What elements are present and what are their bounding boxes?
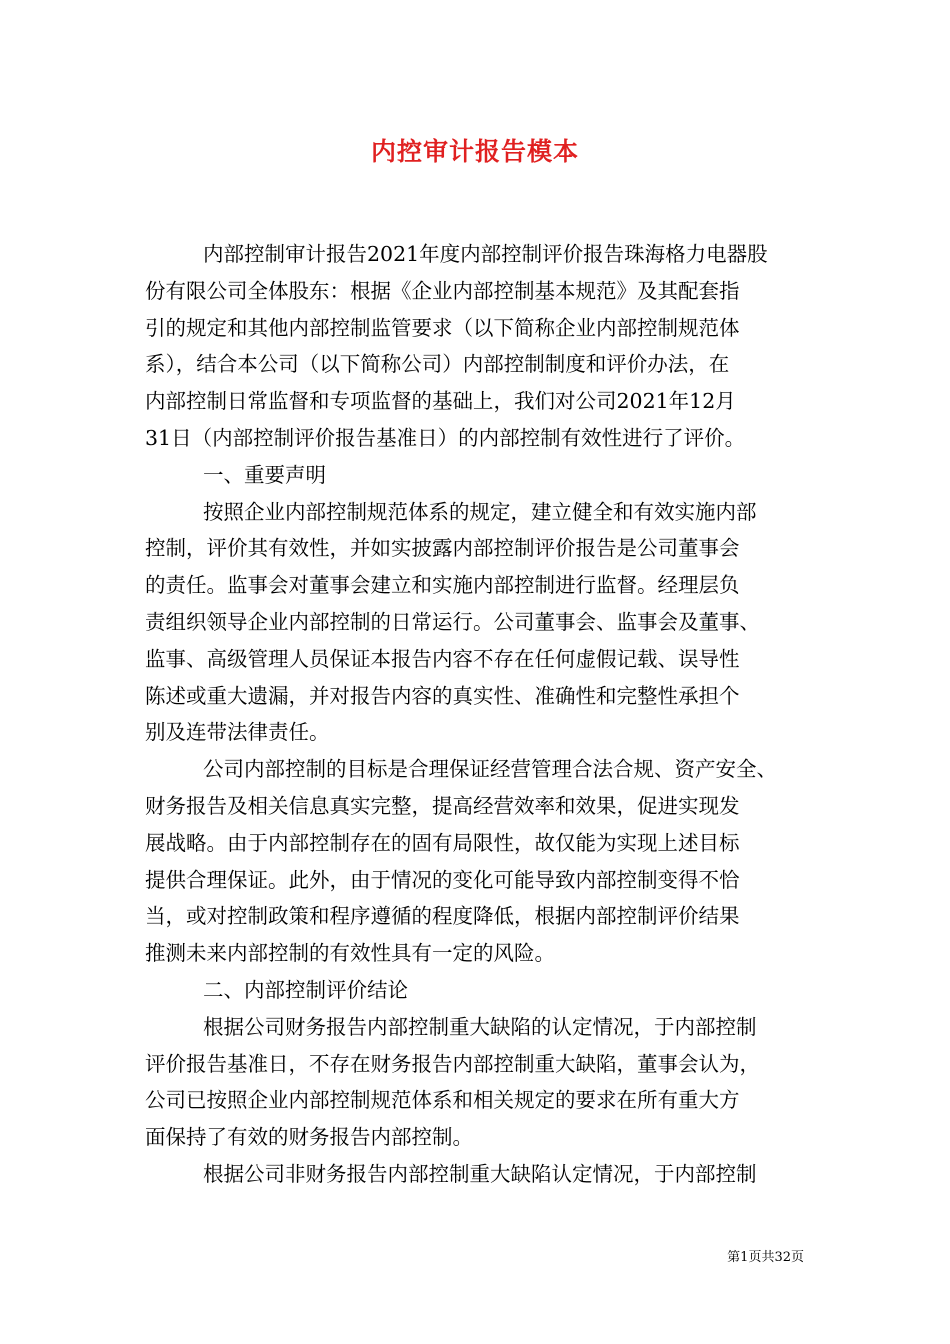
body-line: 根据公司财务报告内部控制重大缺陷的认定情况，于内部控制 xyxy=(203,1014,757,1039)
page-number: 第1页共32页 xyxy=(727,1250,804,1265)
body-line: 别及连带法律责任。 xyxy=(145,720,330,745)
body-line: 面保持了有效的财务报告内部控制。 xyxy=(145,1125,473,1150)
section-heading: 一、重要声明 xyxy=(203,462,326,487)
body-line: 份有限公司全体股东：根据《企业内部控制基本规范》及其配套指 xyxy=(145,278,740,303)
body-line: 陈述或重大遗漏，并对报告内容的真实性、准确性和完整性承担个 xyxy=(145,683,740,708)
body-line: 系），结合本公司（以下简称公司）内部控制制度和评价办法，在 xyxy=(145,352,730,377)
body-line: 财务报告及相关信息真实完整，提高经营效率和效果，促进实现发 xyxy=(145,793,740,818)
body-line: 提供合理保证。此外，由于情况的变化可能导致内部控制变得不恰 xyxy=(145,867,740,892)
body-line: 评价报告基准日，不存在财务报告内部控制重大缺陷，董事会认为， xyxy=(145,1051,760,1076)
body-line: 当，或对控制政策和程序遵循的程度降低，根据内部控制评价结果 xyxy=(145,904,740,929)
body-line: 公司已按照企业内部控制规范体系和相关规定的要求在所有重大方 xyxy=(145,1088,740,1113)
body-line: 内部控制审计报告2021年度内部控制评价报告珠海格力电器股 xyxy=(203,242,768,266)
body-line: 控制，评价其有效性，并如实披露内部控制评价报告是公司董事会 xyxy=(145,536,740,561)
document-body xyxy=(145,236,810,1193)
body-line: 展战略。由于内部控制存在的固有局限性，故仅能为实现上述目标 xyxy=(145,830,740,855)
body-line: 内部控制日常监督和专项监督的基础上，我们对公司2021年12月 xyxy=(145,389,736,414)
body-line: 按照企业内部控制规范体系的规定，建立健全和有效实施内部 xyxy=(203,499,757,524)
body-line: 引的规定和其他内部控制监管要求（以下简称企业内部控制规范体 xyxy=(145,315,740,340)
body-line: 推测未来内部控制的有效性具有一定的风险。 xyxy=(145,941,555,966)
section-heading: 二、内部控制评价结论 xyxy=(203,977,408,1002)
document-title: 内控审计报告模本 xyxy=(370,137,579,166)
body-line: 公司内部控制的目标是合理保证经营管理合法合规、资产安全、 xyxy=(203,757,777,782)
body-line: 31日（内部控制评价报告基准日）的内部控制有效性进行了评价。 xyxy=(145,425,746,450)
body-line: 责组织领导企业内部控制的日常运行。公司董事会、监事会及董事、 xyxy=(145,609,760,634)
body-line: 根据公司非财务报告内部控制重大缺陷认定情况，于内部控制 xyxy=(203,1161,757,1186)
body-line: 的责任。监事会对董事会建立和实施内部控制进行监督。经理层负 xyxy=(145,573,740,598)
body-line: 监事、高级管理人员保证本报告内容不存在任何虚假记载、误导性 xyxy=(145,646,740,671)
